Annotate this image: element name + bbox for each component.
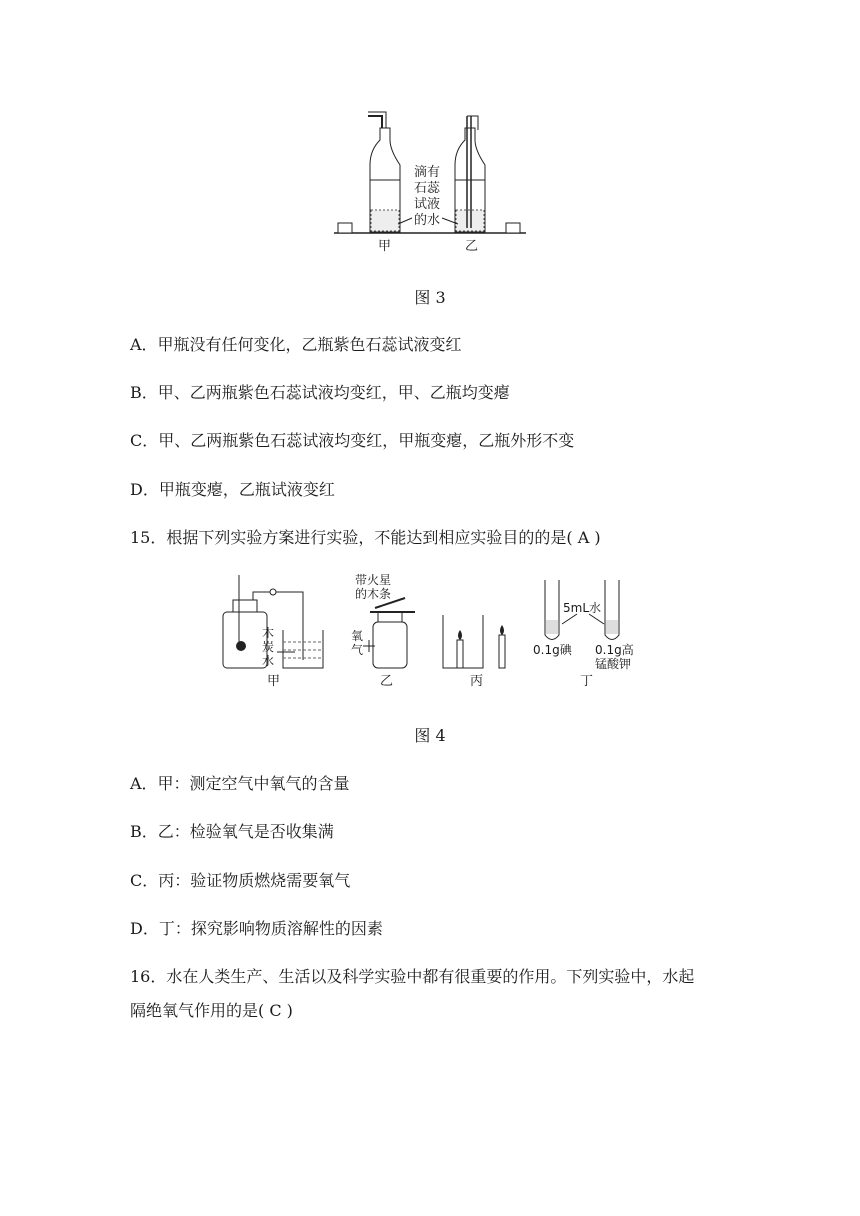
- q14-option-b: B．甲、乙两瓶紫色石蕊试液均变红，甲、乙瓶均变瘪: [130, 383, 510, 402]
- bottle-yi-label: 乙: [465, 239, 479, 254]
- figure-3-caption: 图 3: [414, 288, 446, 307]
- q15-option-c: C．丙：验证物质燃烧需要氧气: [130, 871, 351, 890]
- experiment-jia-label: 甲: [267, 674, 281, 689]
- q15-stem: 15．根据下列实验方案进行实验，不能达到相应实验目的的是( A ): [130, 528, 601, 547]
- splint-label: 带火星: [355, 573, 392, 587]
- bottle-jia-label: 甲: [378, 239, 392, 254]
- q15-option-d: D．丁：探究影响物质溶解性的因素: [130, 919, 383, 938]
- q16-stem-line-1: 16．水在人类生产、生活以及科学实验中都有很重要的作用。下列实验中，水起: [130, 967, 695, 986]
- figure-4-caption: 图 4: [414, 726, 446, 745]
- figure-3-bottles-diagram: [330, 110, 530, 255]
- iodine-label: 0.1g碘: [533, 643, 572, 657]
- litmus-label-line: 的水: [414, 213, 441, 228]
- q15-option-b: B．乙：检验氧气是否收集满: [130, 822, 334, 841]
- splint-label: 的木条: [355, 587, 392, 601]
- experiment-bing-label: 丙: [470, 674, 484, 689]
- bottle-jia: [368, 112, 400, 232]
- litmus-label-line: 试液: [414, 197, 441, 212]
- q15-option-a: A．甲：测定空气中氧气的含量: [130, 774, 350, 793]
- water-label: 水: [262, 654, 275, 668]
- q14-option-c: C．甲、乙两瓶紫色石蕊试液均变红，甲瓶变瘪，乙瓶外形不变: [130, 431, 575, 450]
- experiment-yi-label: 乙: [380, 674, 394, 689]
- litmus-label-line: 石蕊: [414, 181, 441, 196]
- experiment-bing: [443, 615, 505, 668]
- oxygen-label: 氧: [351, 629, 364, 643]
- oxygen-label: 气: [351, 643, 364, 657]
- kmno4-label: 0.1g高: [595, 643, 634, 657]
- water-5ml-label: 5mL水: [563, 601, 602, 615]
- charcoal-label: 木: [262, 626, 275, 640]
- q16-stem-line-2: 隔绝氧气作用的是( C ): [130, 1001, 293, 1020]
- figure-4-experiments-diagram: [215, 570, 645, 695]
- bottle-yi: [455, 116, 485, 232]
- charcoal-label: 炭: [262, 640, 275, 654]
- kmno4-label: 锰酸钾: [595, 657, 632, 671]
- litmus-label-line: 滴有: [414, 165, 441, 180]
- experiment-yi: [363, 598, 415, 668]
- q14-option-a: A．甲瓶没有任何变化，乙瓶紫色石蕊试液变红: [130, 335, 462, 354]
- q14-option-d: D．甲瓶变瘪，乙瓶试液变红: [130, 480, 335, 499]
- experiment-ding-label: 丁: [580, 674, 594, 689]
